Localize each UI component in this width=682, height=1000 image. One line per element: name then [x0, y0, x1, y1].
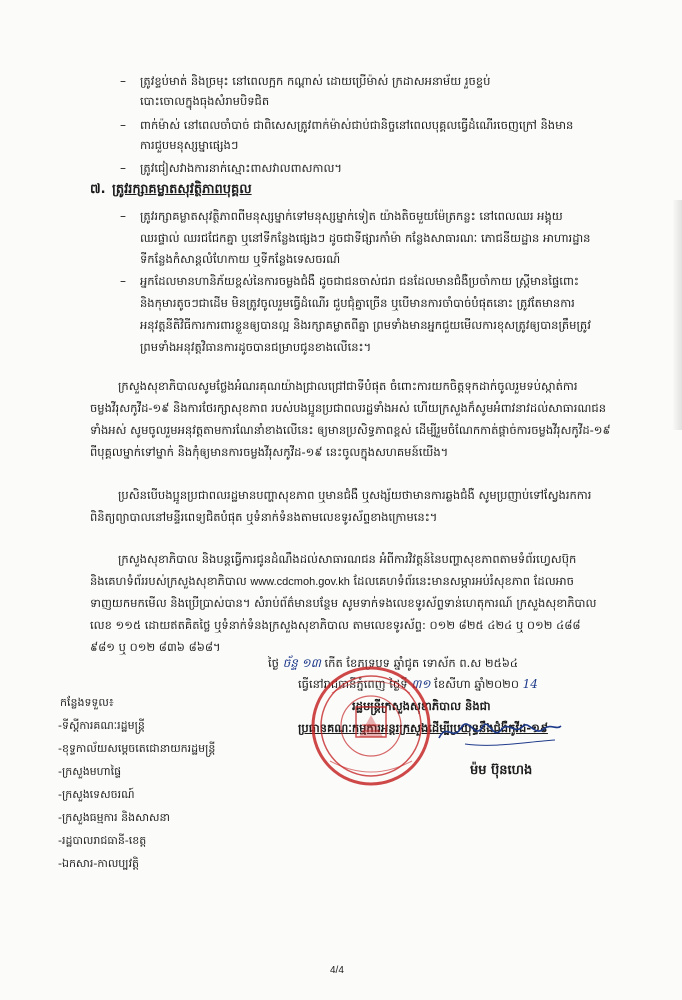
recipient-item: -ក្រសួងធម្មការ និងសាសនា [58, 811, 170, 824]
bullet-dash: – [120, 161, 126, 175]
bullet-text-line: ត្រូវជៀសវាងការនាក់ស្មោះពាសវាលពាសកាល។ [140, 161, 342, 175]
recipient-item: -រដ្ឋបាលរាជធានី-ខេត្ត [58, 834, 147, 847]
signatory-title-2: ប្រធានគណៈកម្មការអន្តរក្រសួងដើម្បីប្រយុទ្ធនឹងជំងឺកូវីដ-១៩ [298, 721, 548, 735]
bullet-text-line: ការជួបមនុស្សម្នាផ្សេងៗ [140, 138, 239, 152]
section-title: ត្រូវរក្សាគម្លាតសុវត្ថិភាពបុគ្គល [112, 182, 252, 197]
bullet-dash: – [120, 118, 126, 132]
section-number: ៧. [90, 182, 106, 197]
paragraph-line: ពីបុគ្គលម្នាក់ទៅម្នាក់ និងកុំឲ្យមានការចម្លងវីរុសកូវីដ-១៩ នេះចូលក្នុងសហគមន៍យើង។ [90, 445, 449, 459]
recipient-item: -ក្រសួងទេសចរណ៍ [58, 788, 135, 801]
bullet-text-line: និងកុមារតូចៗជាដើម មិនត្រូវចូលរួមធ្វើដំណើរ ជួបជុំគ្នាច្រើន ឬបើមានការចាំបាច់បំផុតនោះ ត្រូវតែមានការ [140, 296, 575, 310]
bullet-text-line: ព្រមទាំងអនុវត្តវិធានការដូចបានជម្រាបជូនខាងលើនេះ។ [140, 340, 372, 354]
bullet-text-line: អនុវត្តនីតិវិធីការការពារខ្លួនឲ្យបានល្អ និងរក្សាគម្លាតពីគ្នា ព្រមទាំងមានអ្នកជួយមើលការខុសត្រូវឲ្យបានត្រឹមត្រូវ [140, 318, 591, 332]
handwritten-day-number: ១៣ [301, 656, 321, 670]
paragraph-line: ប្រសិនបើបងប្អូនប្រជាពលរដ្ឋមានបញ្ហាសុខភាព ឬមានជំងឺ ឬសង្ស័យថាមានការឆ្លងជំងឺ សូមប្រញាប់ទៅស្វែងរកការ [118, 488, 592, 502]
bullet-text-line: បោះចោលក្នុងធុងសំរាមបិទជិត [140, 94, 270, 108]
made-at-rest: ខែសីហា ឆ្នាំ២០២០ [434, 677, 519, 691]
page-edge-shadow [672, 200, 682, 430]
bullet-dash: – [120, 74, 126, 88]
page-number: 4/4 [330, 965, 344, 976]
bullet-text-line: ទីកន្លែងកំសាន្តលំហែកាយ ឬទីកន្លែងទេសចរណ៍ [140, 252, 341, 266]
made-at-label: ធ្វើនៅរាជធានីភ្នំពេញ ថ្ងៃទី [298, 677, 408, 691]
handwritten-day: ច័ន្ទ [282, 656, 298, 670]
paragraph-line: លេខ ១១៥ ដោយឥតគិតថ្លៃ ឬទំនាក់ទំនងក្រសួងសុខាភិបាល តាមលេខទូរស័ព្ទ: ០១២ ៨២៥ ៤២៤ ឬ ០១២ ៤៨៨ [90, 618, 581, 632]
recipient-item: -ឯកសារ-កាលប្បវត្តិ [58, 857, 140, 870]
bullet-text-line: ត្រូវខ្ទប់មាត់ និងច្រមុះ នៅពេលក្អក កណ្តាស់ ដោយប្រើម៉ាស់ ក្រដាសអនាម័យ រួចខ្ទប់ [140, 74, 491, 88]
paragraph-text: និងគេហទំព័ររបស់ក្រសួងសុខាភិបាល [90, 574, 247, 588]
bullet-dash: – [120, 209, 126, 223]
handwritten-mark: 14 [522, 677, 538, 691]
bullet-text-line: ពាក់ម៉ាស់ នៅពេលចាំបាច់ ជាពិសេសត្រូវពាក់ម៉ាស់ជាប់ជានិច្ចនៅពេលបុគ្គលធ្វើដំណើរចេញក្រៅ និងមាន [140, 118, 574, 132]
handwritten-made-day: ៣១ [411, 677, 431, 691]
paragraph-line: ទាញយកមកមើល និងប្រើប្រាស់បាន។ សំរាប់ព័ត៌មានបន្ថែម សូមទាក់ទងលេខទូរស័ព្ទទាន់ហេតុការណ៍ ក្រសួងសុខាភិបាល [90, 596, 597, 610]
bullet-text-line: អ្នកដែលមានហានិភ័យខ្ពស់នៃការចម្លងជំងឺ ដូចជាជនចាស់ជរា ជនដែលមានជំងឺប្រចាំកាយ ស្ត្រីមានផ្ទៃពោះ [140, 274, 579, 288]
date-rest: កើត ខែភទ្របទ ឆ្នាំជូត ទោស័ក ព.ស ២៥៦៤ [324, 656, 519, 670]
signatory-name: ម៉ម ប៊ុនហេង [470, 763, 533, 778]
paragraph-line: ចម្លងវីរុសកូវីដ-១៩ និងការថែរក្សាសុខភាព របស់បងប្អូនប្រជាពលរដ្ឋទាំងអស់ ហើយក្រសួងក៏សូមអំពាវនាវដល់សាធារណជន [90, 401, 606, 415]
paragraph-text: ដែលគេហទំព័រនេះមានសម្ភារអប់រំសុខភាព ដែលអាច [353, 574, 574, 588]
paragraph-line: ទាំងអស់ សូមចូលរួមអនុវត្តតាមការណែនាំខាងលើនេះ ឲ្យមានប្រសិទ្ធភាពខ្ពស់ ដើម្បីរួមចំណែកកាត់ផ្តាច់ការចម្លងវីរុសកូវីដ-១៩ [90, 423, 611, 437]
website-link[interactable]: www.cdcmoh.gov.kh [250, 576, 350, 588]
recipient-item: -ក្រសួងមហាផ្ទៃ [58, 765, 122, 778]
paragraph-line [90, 571, 574, 593]
recipient-item: -ទីស្តីការគណៈរដ្ឋមន្ត្រី [58, 719, 145, 732]
paragraph-line: ៩៨១ ឬ ០១២ ៨៣៦ ៨៦៨។ [90, 640, 221, 654]
paragraph-line: ក្រសួងសុខាភិបាលសូមថ្លែងអំណរគុណយ៉ាងជ្រាលជ្រៅជាទីបំផុត ចំពោះការយកចិត្តទុកដាក់ចូលរួមទប់ស្កាត់ការ [118, 379, 578, 393]
official-seal [310, 665, 432, 787]
date-label: ថ្ងៃ [268, 656, 279, 670]
paragraph-line: ក្រសួងសុខាភិបាល និងបន្តធ្វើការជូនដំណឹងដល់សាធារណជន អំពីការវិវត្តន៍នៃបញ្ហាសុខភាពតាមទំព័រហ្វេសប៊ុក [118, 552, 577, 566]
recipients-heading: កន្លែងទទួល៖ [60, 696, 114, 709]
signatory-title-1: រដ្ឋមន្ត្រីក្រសួងសុខាភិបាល និងជា [352, 699, 491, 713]
recipient-item: -ខុទ្ទកាល័យសម្តេចតេជោនាយករដ្ឋមន្ត្រី [58, 742, 216, 755]
bullet-text-line: ឈរផ្ទាល់ ឈរជជែកគ្នា ឬនៅទីកន្លែងផ្សេងៗ ដូចជាទីផ្សារកាំម៉ា កន្លែងសាធារណៈ ភោជនីយដ្ឋាន អាហារដ្ឋាន [140, 231, 591, 245]
paragraph-line: ពិនិត្យព្យាបាលនៅមន្ទីរពេទ្យជិតបំផុត ឬទំនាក់ទំនងតាមលេខទូរស័ព្ទខាងក្រោមនេះ។ [90, 510, 438, 524]
signature-mark [435, 712, 565, 752]
bullet-dash: – [120, 274, 126, 288]
bullet-text-line: ត្រូវរក្សាគម្លាតសុវត្ថិភាពពីមនុស្សម្នាក់ទៅមនុស្សម្នាក់ទៀត យ៉ាងតិចមួយម៉ែត្រកន្លះ នៅពេលឈរ អង្គុយ [140, 209, 563, 223]
